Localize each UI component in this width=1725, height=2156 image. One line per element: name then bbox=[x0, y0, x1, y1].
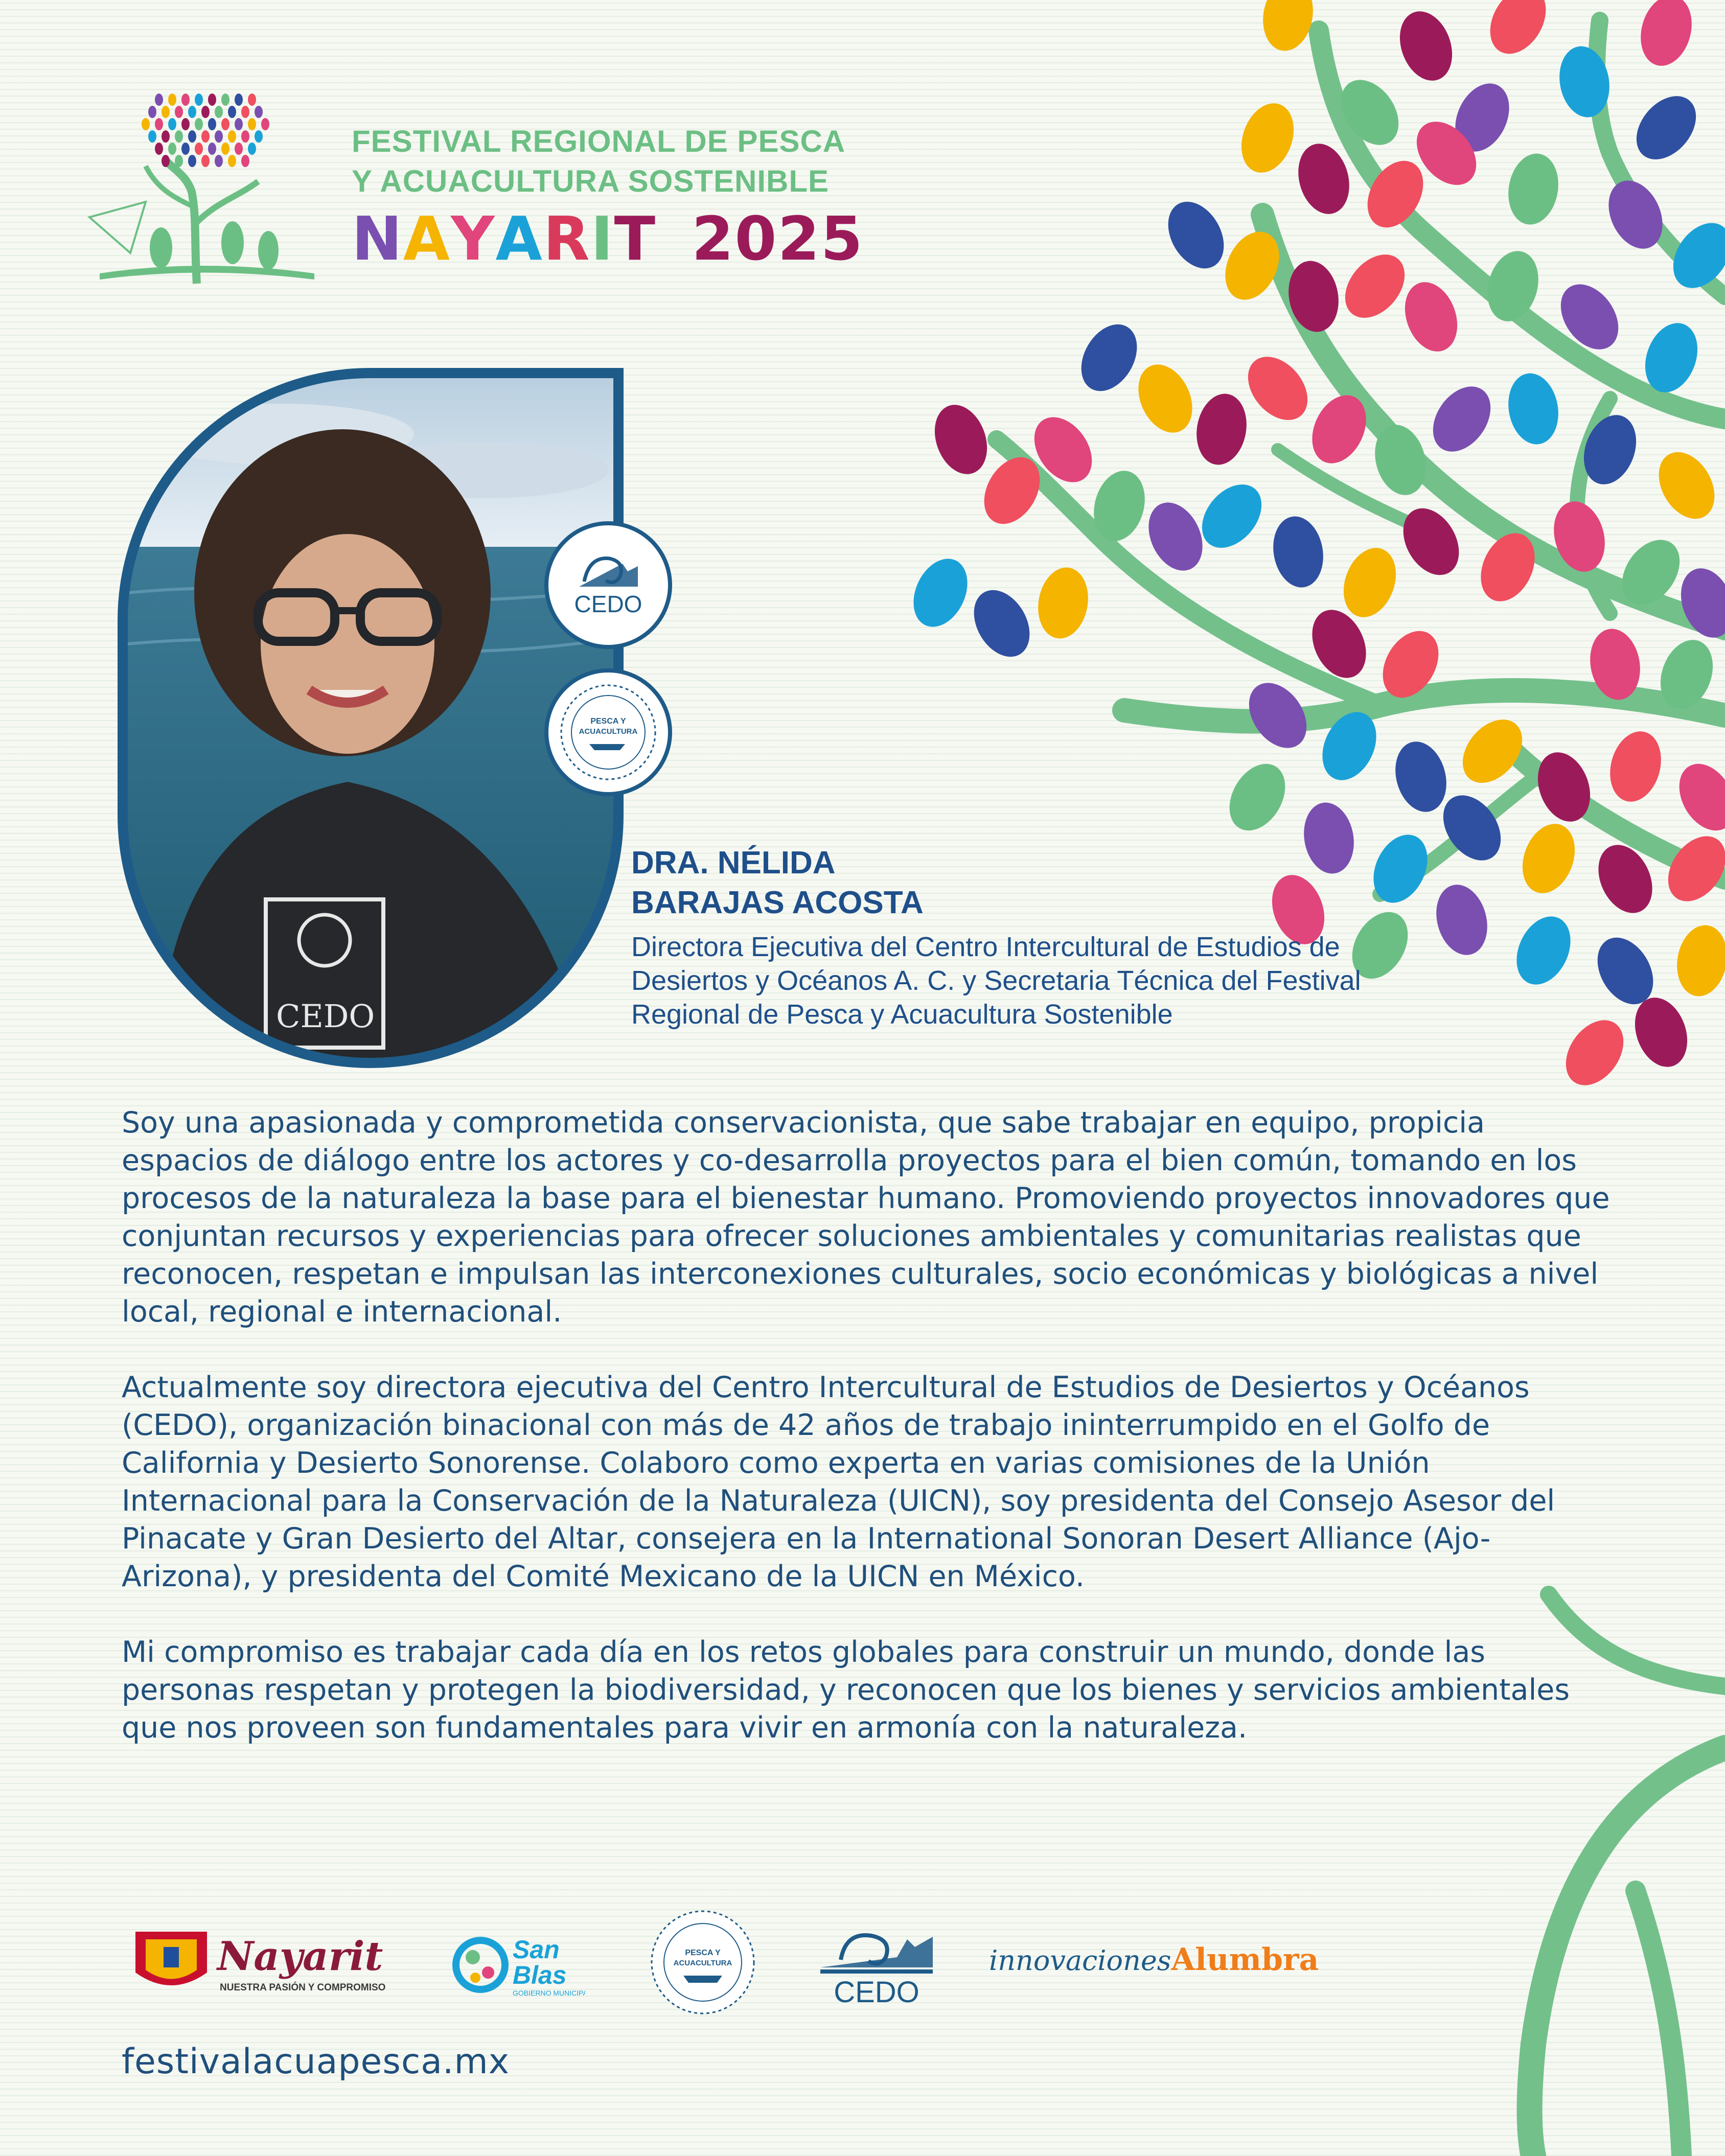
tree-leaf bbox=[1513, 817, 1584, 900]
logo-dot bbox=[201, 106, 210, 118]
logo-dot bbox=[208, 143, 216, 155]
logo-dot bbox=[162, 155, 170, 167]
logo-dot bbox=[228, 155, 236, 167]
partner-logos bbox=[0, 1906, 1725, 2008]
logo-dot bbox=[261, 118, 269, 130]
nayarit-logo bbox=[130, 1921, 386, 2003]
title-letter: A bbox=[403, 203, 451, 274]
logo-dot bbox=[181, 94, 190, 106]
logo-dot bbox=[195, 94, 203, 106]
festival-edition-title bbox=[352, 203, 864, 274]
logo-dot bbox=[175, 106, 183, 118]
shirt-text: CEDO bbox=[276, 998, 375, 1035]
tree-leaf bbox=[1479, 0, 1557, 64]
logo-dot bbox=[155, 118, 163, 130]
tree-leaf bbox=[1157, 192, 1235, 278]
logo-dot bbox=[228, 106, 236, 118]
pesca-badge-line1: PESCA Y bbox=[590, 717, 626, 726]
person-name-line1: DRA. NÉLIDA bbox=[631, 845, 836, 880]
tree-leaf bbox=[962, 580, 1041, 666]
tree-leaf bbox=[903, 550, 978, 635]
logo-dot bbox=[195, 118, 203, 130]
person-role: Directora Ejecutiva del Centro Intercultural de Estudios de Desiertos y Océanos A. C. y Secretaria Técnica del Festival Regional de Pesca y Acuacultura Sostenible bbox=[631, 932, 1361, 1030]
cedo-logo bbox=[815, 1916, 938, 2008]
tree-leaf bbox=[1668, 754, 1725, 840]
tree-leaf bbox=[1503, 369, 1564, 449]
logo-dot bbox=[241, 130, 249, 143]
innovaciones-alumbra-logo bbox=[989, 1942, 1347, 1988]
san-blas-line1: San bbox=[513, 1935, 560, 1964]
logo-dot bbox=[188, 106, 196, 118]
tree-leaf bbox=[1268, 513, 1329, 592]
san-blas-sub: GOBIERNO MUNICIPAL bbox=[513, 1989, 585, 1997]
logo-dot bbox=[208, 118, 216, 130]
tree-leaf bbox=[1258, 0, 1319, 55]
logo-dot bbox=[142, 118, 150, 130]
pesca-logo-line1: PESCA Y bbox=[685, 1949, 721, 1957]
profile-heading bbox=[631, 843, 1449, 1031]
festival-title-line2: Y ACUACULTURA SOSTENIBLE bbox=[352, 164, 830, 198]
tree-leaf bbox=[1070, 314, 1148, 401]
logo-dot bbox=[221, 118, 229, 130]
logo-dot bbox=[221, 143, 229, 155]
logo-dot bbox=[235, 143, 243, 155]
logo-dot bbox=[235, 94, 243, 106]
tree-leaf bbox=[1333, 243, 1417, 330]
tree-leaf bbox=[1128, 356, 1203, 441]
tree-leaf bbox=[1391, 4, 1461, 88]
logo-dot bbox=[148, 130, 156, 143]
logo-dot bbox=[162, 130, 170, 143]
title-letter: A bbox=[495, 203, 543, 274]
logo-dot bbox=[201, 130, 210, 143]
title-letter: T bbox=[614, 203, 657, 274]
logo-dot bbox=[235, 118, 243, 130]
logo-dot bbox=[195, 143, 203, 155]
festival-title-line1: FESTIVAL REGIONAL DE PESCA bbox=[352, 124, 846, 158]
alumbra-prefix: innovaciones bbox=[989, 1944, 1171, 1977]
tree-leaf bbox=[1191, 390, 1252, 469]
logo-dot bbox=[248, 143, 256, 155]
tree-leaf bbox=[1335, 541, 1405, 624]
logo-dot bbox=[255, 130, 263, 143]
logo-dot bbox=[162, 106, 170, 118]
tree-leaf bbox=[1232, 96, 1303, 180]
tree-leaf bbox=[1672, 921, 1725, 1001]
bio-paragraph: Soy una apasionada y comprometida conservacionista, que sabe trabajar en equipo, propicia espacios de diálogo entre los actores y co-desarrolla proyectos para el bien común, tomando en los procesos de la naturaleza la base para el bienestar humano. Promoviendo proyectos innovadores que conjuntan recursos y experiencias para ofrecer soluciones ambientales y comunitarias realistas que reconocen, respetan e impulsan las interconexiones culturales, socio económicas y biológicas a nivel local, regional e internacional. bbox=[122, 1106, 1610, 1329]
tree-leaf bbox=[1603, 726, 1669, 807]
tree-leaf bbox=[1647, 442, 1725, 528]
website-link[interactable]: festivalacuapesca.mx bbox=[122, 2042, 510, 2082]
title-letter: N bbox=[352, 203, 403, 274]
bio-paragraph: Actualmente soy directora ejecutiva del Centro Intercultural de Estudios de Desiertos y Océanos (CEDO), organización binacional con más de 42 años de trabajo ininterrumpido en el Golfo de California y Desierto Sonorense. Colaboro como experta en varias comisiones de la Unión Internacional para la Conservación de la Naturaleza (UICN), soy presidenta del Consejo Asesor del Pinacate y Gran Desierto del Altar, consejera en la International Sonoran Desert Alliance (Ajo-Arizona), y presidenta del Comité Mexicano de la UICN en México. bbox=[122, 1371, 1555, 1593]
logo-dot bbox=[168, 118, 176, 130]
logo-dot bbox=[215, 155, 223, 167]
tree-leaf bbox=[1190, 473, 1274, 560]
logo-dot bbox=[255, 106, 263, 118]
logo-dot bbox=[248, 118, 256, 130]
person-name-line2: BARAJAS ACOSTA bbox=[631, 885, 924, 920]
logo-dot bbox=[248, 94, 256, 106]
pesca-acuacultura-logo bbox=[647, 1906, 759, 2019]
tree-leaf bbox=[1396, 275, 1466, 359]
logo-dot bbox=[181, 143, 190, 155]
tree-leaf bbox=[1236, 345, 1320, 432]
tree-leaf bbox=[1657, 825, 1725, 912]
alumbra-name: Alumbra bbox=[1171, 1942, 1319, 1978]
logo-dot bbox=[175, 130, 183, 143]
cedo-logo-label: CEDO bbox=[834, 1976, 919, 2008]
logo-dot bbox=[215, 106, 223, 118]
bio-paragraph: Mi compromiso es trabajar cada día en los retos globales para construir un mundo, donde las personas respetan y protegen la biodiversidad, y reconocen que los bienes y servicios ambientales que nos proveen son fundamentales para vivir en armonía con la naturaleza. bbox=[122, 1635, 1570, 1745]
title-letter: Y bbox=[451, 203, 496, 274]
logo-dot bbox=[155, 143, 163, 155]
logo-dot bbox=[148, 106, 156, 118]
title-letter: I bbox=[590, 203, 614, 274]
logo-dot bbox=[208, 94, 216, 106]
tree-leaf bbox=[1503, 150, 1564, 229]
logo-dot bbox=[188, 130, 196, 143]
tree-leaf bbox=[1554, 1009, 1636, 1096]
logo-dot bbox=[228, 130, 236, 143]
logo-dot bbox=[181, 118, 190, 130]
tree-leaf bbox=[1388, 736, 1454, 818]
festival-title bbox=[352, 122, 864, 274]
cedo-badge-label: CEDO bbox=[574, 591, 642, 617]
tree-leaf bbox=[1033, 564, 1094, 643]
san-blas-line2: Blas bbox=[513, 1961, 567, 1989]
logo-dot bbox=[221, 94, 229, 106]
tree-leaf bbox=[926, 398, 996, 481]
tree-leaf bbox=[1624, 85, 1708, 171]
cedo-badge bbox=[544, 521, 672, 649]
tree-leaf bbox=[1634, 0, 1699, 72]
pesca-badge-line2: ACUACULTURA bbox=[579, 727, 638, 736]
pesca-acuacultura-badge bbox=[544, 668, 672, 796]
san-blas-logo bbox=[452, 1921, 585, 2003]
tree-leaf bbox=[1138, 494, 1213, 579]
nayarit-name: Nayarit bbox=[217, 1933, 383, 1980]
title-letter: R bbox=[543, 203, 591, 274]
logo-dot bbox=[168, 143, 176, 155]
logo-dot bbox=[155, 94, 163, 106]
logo-dot bbox=[241, 106, 249, 118]
logo-dot bbox=[168, 94, 176, 106]
logo-dot bbox=[215, 130, 223, 143]
title-year: 2025 bbox=[692, 203, 864, 274]
festival-tree-logo bbox=[69, 89, 335, 294]
logo-canopy-dots bbox=[142, 94, 269, 167]
logo-dot bbox=[188, 155, 196, 167]
logo-dot bbox=[241, 155, 249, 167]
logo-dot bbox=[175, 155, 183, 167]
pesca-logo-line2: ACUACULTURA bbox=[673, 1959, 732, 1967]
tree-leaf bbox=[1218, 754, 1296, 840]
tree-leaf bbox=[1421, 376, 1503, 462]
logo-dot bbox=[201, 155, 210, 167]
nayarit-slogan: NUESTRA PASIÓN Y COMPROMISO bbox=[220, 1982, 386, 1993]
tree-leaf bbox=[1506, 908, 1581, 993]
biography bbox=[122, 1104, 1614, 1784]
